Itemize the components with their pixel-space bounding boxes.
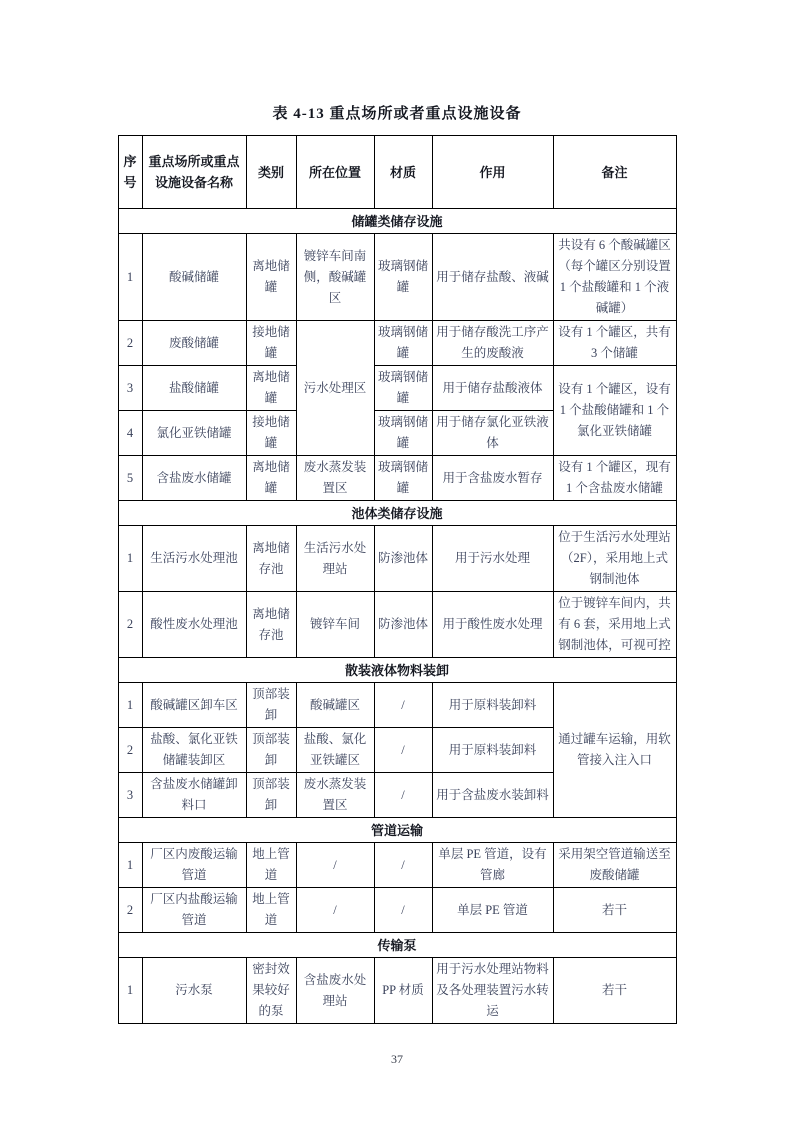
cell-name: 酸性废水处理池	[142, 592, 246, 658]
table-row	[118, 958, 676, 1024]
cell-remark: 若干	[553, 958, 676, 1024]
cell-category: 密封效果较好的泵	[246, 958, 296, 1024]
facilities-table	[118, 135, 677, 1024]
table-row	[118, 526, 676, 592]
cell-category: 顶部装卸	[246, 773, 296, 818]
cell-function: 单层 PE 管道，设有管廊	[432, 843, 553, 888]
cell-remark: 共设有 6 个酸碱罐区（每个罐区分别设置 1 个盐酸罐和 1 个液碱罐）	[553, 234, 676, 321]
cell-category: 离地储罐	[246, 456, 296, 501]
table-row	[118, 683, 676, 728]
cell-location: 生活污水处理站	[296, 526, 374, 592]
cell-function: 用于酸性废水处理	[432, 592, 553, 658]
cell-function: 用于污水处理站物料及各处理装置污水转运	[432, 958, 553, 1024]
header-function: 作用	[432, 136, 553, 209]
cell-remark: 若干	[553, 888, 676, 933]
cell-remark: 设有 1 个罐区，设有 1 个盐酸储罐和 1 个氯化亚铁储罐	[553, 366, 676, 456]
cell-seq: 3	[118, 773, 142, 818]
cell-name: 盐酸储罐	[142, 366, 246, 411]
cell-material: 防渗池体	[374, 592, 432, 658]
cell-seq: 1	[118, 234, 142, 321]
cell-name: 盐酸、氯化亚铁储罐装卸区	[142, 728, 246, 773]
cell-location: 镀锌车间南侧，酸碱罐区	[296, 234, 374, 321]
table-row	[118, 888, 676, 933]
table-row	[118, 843, 676, 888]
table-row	[118, 234, 676, 321]
cell-name: 废酸储罐	[142, 321, 246, 366]
cell-location: 酸碱罐区	[296, 683, 374, 728]
table-header-row	[118, 136, 676, 209]
cell-name: 含盐废水储罐卸料口	[142, 773, 246, 818]
cell-material: 玻璃钢储罐	[374, 411, 432, 456]
section-title: 池体类储存设施	[118, 501, 676, 526]
cell-name: 厂区内盐酸运输管道	[142, 888, 246, 933]
cell-material: /	[374, 888, 432, 933]
cell-material: /	[374, 773, 432, 818]
cell-name: 生活污水处理池	[142, 526, 246, 592]
section-header-row	[118, 818, 676, 843]
cell-category: 离地储罐	[246, 366, 296, 411]
cell-function: 单层 PE 管道	[432, 888, 553, 933]
cell-category: 地上管道	[246, 843, 296, 888]
cell-category: 离地储存池	[246, 526, 296, 592]
section-header-row	[118, 501, 676, 526]
cell-name: 污水泵	[142, 958, 246, 1024]
cell-remark: 设有 1 个罐区，共有 3 个储罐	[553, 321, 676, 366]
section-title: 散装液体物料装卸	[118, 658, 676, 683]
header-material: 材质	[374, 136, 432, 209]
table-row	[118, 366, 676, 411]
cell-category: 顶部装卸	[246, 728, 296, 773]
cell-name: 酸碱罐区卸车区	[142, 683, 246, 728]
cell-location: 污水处理区	[296, 321, 374, 456]
cell-function: 用于含盐废水装卸料	[432, 773, 553, 818]
cell-material: PP 材质	[374, 958, 432, 1024]
header-seq: 序号	[118, 136, 142, 209]
cell-function: 用于储存酸洗工序产生的废酸液	[432, 321, 553, 366]
section-title: 储罐类储存设施	[118, 209, 676, 234]
section-title: 管道运输	[118, 818, 676, 843]
cell-function: 用于污水处理	[432, 526, 553, 592]
cell-material: 防渗池体	[374, 526, 432, 592]
cell-remark: 通过罐车运输，用软管接入注入口	[553, 683, 676, 818]
cell-category: 离地储存池	[246, 592, 296, 658]
cell-seq: 1	[118, 958, 142, 1024]
cell-material: /	[374, 843, 432, 888]
page-number: 37	[391, 1052, 403, 1066]
table-row	[118, 592, 676, 658]
cell-remark: 位于镀锌车间内，共有 6 套，采用地上式钢制池体，可视可控	[553, 592, 676, 658]
cell-location: 废水蒸发装置区	[296, 456, 374, 501]
cell-function: 用于储存氯化亚铁液体	[432, 411, 553, 456]
cell-seq: 2	[118, 888, 142, 933]
cell-remark: 位于生活污水处理站（2F），采用地上式钢制池体	[553, 526, 676, 592]
cell-category: 离地储罐	[246, 234, 296, 321]
cell-function: 用于储存盐酸、液碱	[432, 234, 553, 321]
cell-function: 用于储存盐酸液体	[432, 366, 553, 411]
cell-material: 玻璃钢储罐	[374, 366, 432, 411]
cell-seq: 4	[118, 411, 142, 456]
cell-location: 盐酸、氯化亚铁罐区	[296, 728, 374, 773]
table-caption: 表 4-13 重点场所或者重点设施设备	[272, 106, 522, 122]
cell-seq: 1	[118, 683, 142, 728]
cell-remark: 采用架空管道输送至废酸储罐	[553, 843, 676, 888]
header-remark: 备注	[553, 136, 676, 209]
cell-material: 玻璃钢储罐	[374, 456, 432, 501]
cell-category: 接地储罐	[246, 411, 296, 456]
table-row	[118, 456, 676, 501]
cell-function: 用于原料装卸料	[432, 683, 553, 728]
cell-seq: 2	[118, 728, 142, 773]
cell-category: 地上管道	[246, 888, 296, 933]
cell-seq: 2	[118, 321, 142, 366]
cell-category: 接地储罐	[246, 321, 296, 366]
section-title: 传输泵	[118, 933, 676, 958]
header-location: 所在位置	[296, 136, 374, 209]
section-header-row	[118, 658, 676, 683]
cell-seq: 1	[118, 843, 142, 888]
cell-function: 用于含盐废水暂存	[432, 456, 553, 501]
cell-name: 含盐废水储罐	[142, 456, 246, 501]
cell-seq: 3	[118, 366, 142, 411]
cell-seq: 1	[118, 526, 142, 592]
cell-remark: 设有 1 个罐区，现有 1 个含盐废水储罐	[553, 456, 676, 501]
cell-name: 酸碱储罐	[142, 234, 246, 321]
cell-name: 氯化亚铁储罐	[142, 411, 246, 456]
cell-seq: 2	[118, 592, 142, 658]
cell-location: /	[296, 843, 374, 888]
cell-location: 镀锌车间	[296, 592, 374, 658]
header-category: 类别	[246, 136, 296, 209]
table-row	[118, 321, 676, 366]
cell-location: /	[296, 888, 374, 933]
section-header-row	[118, 209, 676, 234]
cell-category: 顶部装卸	[246, 683, 296, 728]
cell-material: /	[374, 683, 432, 728]
cell-material: 玻璃钢储罐	[374, 321, 432, 366]
section-header-row	[118, 933, 676, 958]
cell-location: 含盐废水处理站	[296, 958, 374, 1024]
cell-function: 用于原料装卸料	[432, 728, 553, 773]
cell-material: /	[374, 728, 432, 773]
cell-material: 玻璃钢储罐	[374, 234, 432, 321]
cell-seq: 5	[118, 456, 142, 501]
cell-name: 厂区内废酸运输管道	[142, 843, 246, 888]
header-name: 重点场所或重点设施设备名称	[142, 136, 246, 209]
cell-location: 废水蒸发装置区	[296, 773, 374, 818]
